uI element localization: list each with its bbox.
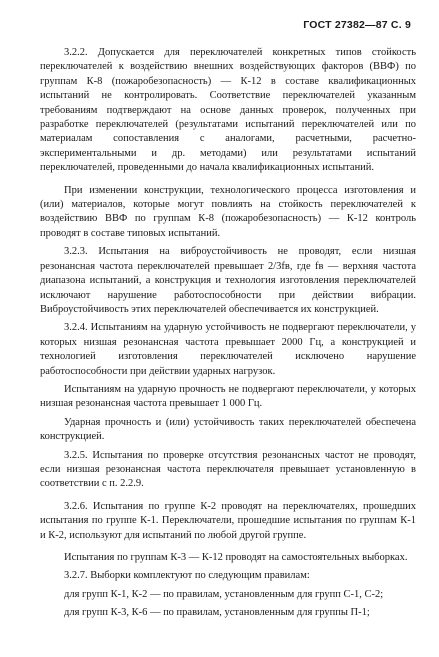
document-body (40, 46, 416, 625)
page-header: ГОСТ 27382—87 С. 9 (303, 19, 411, 31)
paragraph-3-2-2: 3.2.2. Допускается для переключателей конкретных типов стойкость переключателей к воздействию внешних воздействующих факторов (ВВФ) по группам К-8 (пожаробезопасность) — К-12 в составе квалификационных испытаний не контролировать. Соответствие переключателей указанным требованиям подтверждают на основе данных проверок, полученных при разработке переключателей (результатами испытаний переключателей или по материалам сопоставления с аналогами, расчетными, расчетно-экспериментальными и др. методами) или результатами испытаний переключателей, проведенными до начала квалификационных испытаний. (40, 47, 416, 174)
paragraph-groups-k3-k6: для групп К-3, К-6 — по правилам, установленным для группы П-1; (64, 607, 370, 619)
paragraph-shock-design: Ударная прочность и (или) устойчивость таких переключателей обеспечена конструкцией. (40, 416, 416, 443)
paragraph-shock-strength: Испытаниям на ударную прочность не подвергают переключатели, у которых низшая резонансная частота превышает 1 000 Гц. (40, 383, 416, 410)
paragraph-independent-samples: Испытания по группам К-3 — К-12 проводят на самостоятельных выборках. (64, 552, 408, 563)
paragraph-3-2-5: 3.2.5. Испытания по проверке отсутствия резонансных частот не проводят, если низшая резонансная частота переключателя превышает установленную в соответствии с п. 2.2.9. (40, 449, 416, 490)
paragraph-3-2-4: 3.2.4. Испытаниям на ударную устойчивость не подвергают переключатели, у которых низшая резонансная частота превышает 2000 Гц, а конструкцией и технологией изготовления переключателей исключено нарушение работоспособности при действии ударных нагрузок. (40, 322, 416, 377)
paragraph-groups-k1-k2: для групп К-1, К-2 — по правилам, установленным для групп С-1, С-2; (64, 588, 384, 600)
paragraph-3-2-3: 3.2.3. Испытания на виброустойчивость не проводят, если низшая резонансная частота переключателей превышает 2/3fв, где fв — верхняя частота диапазона испытаний, а конструкция и технология изготовления переключателей исключают нарушение работоспособности при действии вибрации. Виброустойчивость этих переключателей обеспечивается их конструкцией. (40, 246, 416, 315)
paragraph-3-2-6: 3.2.6. Испытания по группе К-2 проводят на переключателях, прошедших испытания по группе К-1. Переключатели, прошедшие испытания по группам К-1 и К-2, используют для испытаний по любой другой группе. (40, 500, 416, 541)
paragraph-design-change: При изменении конструкции, технологического процесса изготовления и (или) материалов, которые могут повлиять на стойкость переключателей к воздействию ВВФ по группам К-8 (пожаробезопасность) — К-12 контроль проводят в составе типовых испытаний. (40, 184, 416, 239)
paragraph-3-2-7: 3.2.7. Выборки комплектуют по следующим правилам: (64, 570, 310, 582)
